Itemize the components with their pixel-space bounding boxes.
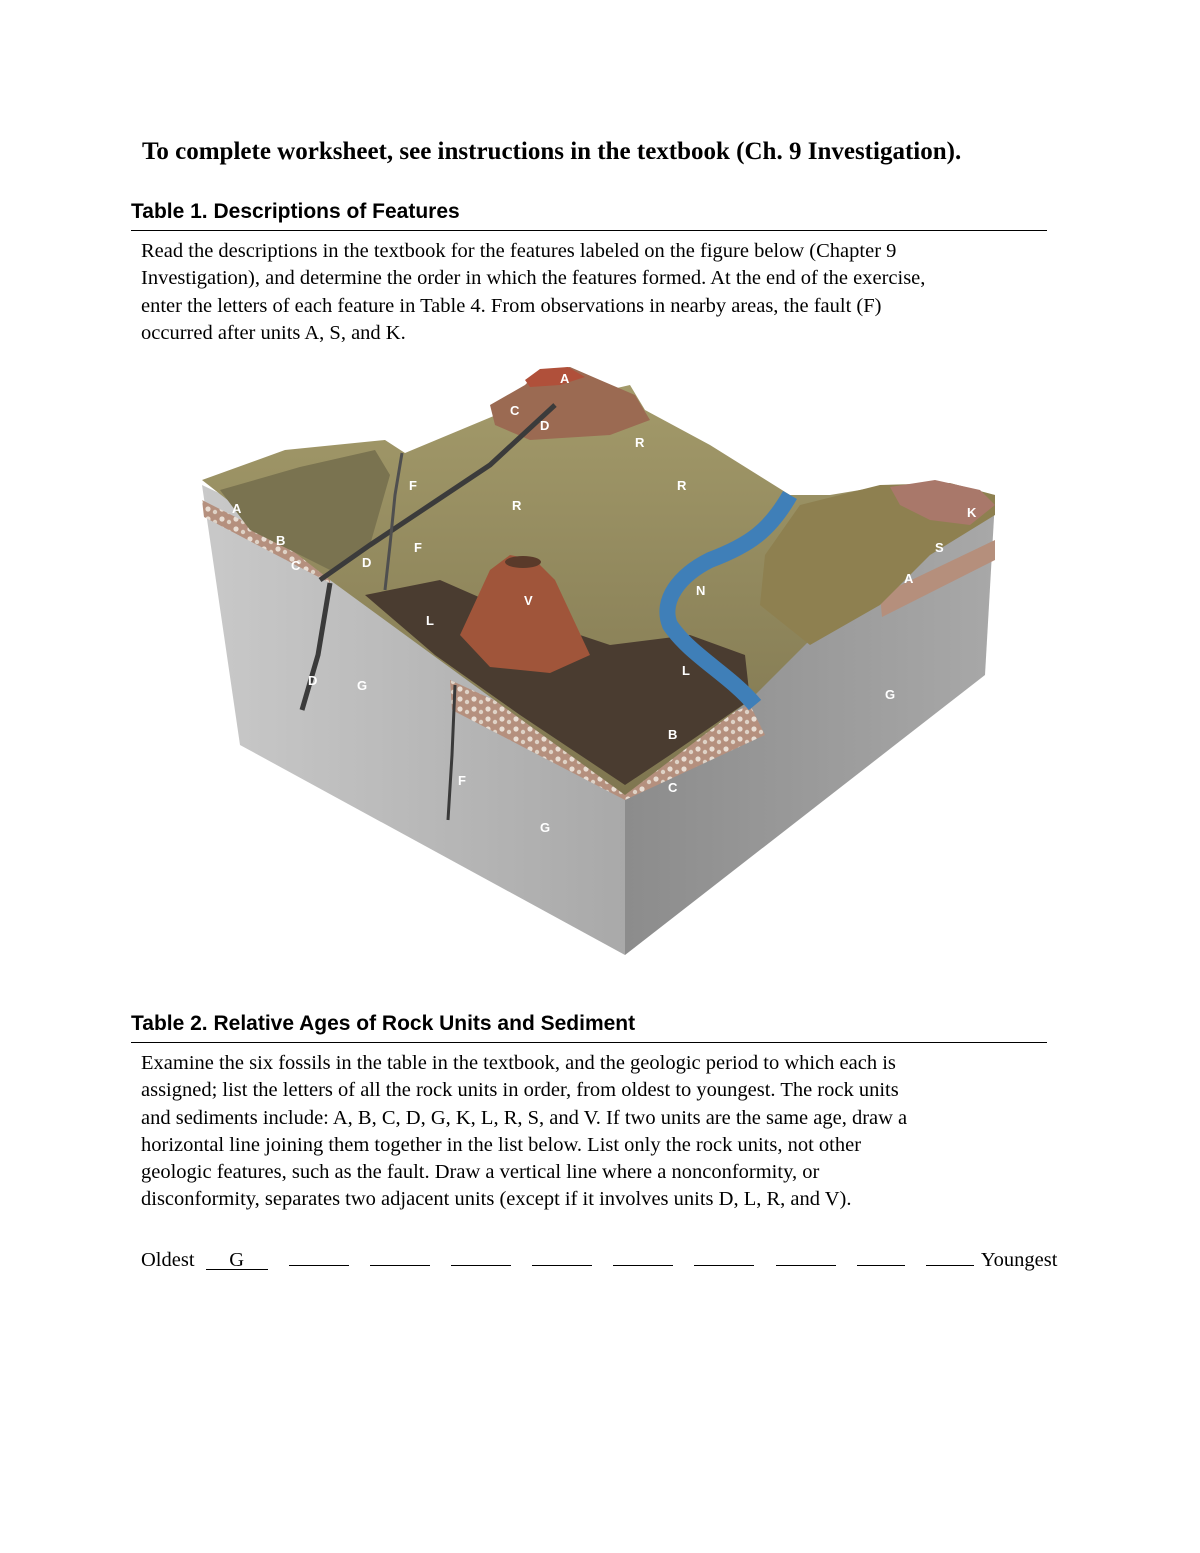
label-b-front: B [668, 727, 678, 742]
table1-description [141, 238, 1051, 347]
label-v-volcano: V [524, 593, 533, 608]
oldest-label: Oldest [141, 1249, 195, 1271]
label-g-right: G [885, 687, 896, 702]
worksheet-title: To complete worksheet, see instructions in the textbook (Ch. 9 Investigation). [142, 138, 962, 165]
answer-blank-4[interactable] [451, 1247, 511, 1266]
label-d-fault: D [308, 673, 318, 688]
label-b-left: B [276, 533, 286, 548]
table1-line: enter the letters of each feature in Table 4. From observations in nearby areas, the fault (F) [141, 294, 882, 317]
label-f-mid: F [414, 540, 422, 555]
label-g-front: G [540, 820, 551, 835]
table2-line: disconformity, separates two adjacent units (except if it involves units D, L, R, and V). [141, 1188, 852, 1211]
label-r-mid: R [677, 478, 687, 493]
label-r-top: R [635, 435, 645, 450]
label-r-center: R [512, 498, 522, 513]
answer-blank-10[interactable] [926, 1247, 974, 1266]
answer-blank-1[interactable]: G [206, 1251, 268, 1270]
table2-line: assigned; list the letters of all the rock units in order, from oldest to youngest. The rock units [141, 1079, 899, 1102]
label-k-right: K [967, 505, 977, 520]
table1-line: Read the descriptions in the textbook for the features labeled on the figure below (Chapter 9 [141, 240, 897, 262]
answer-blank-2[interactable] [289, 1247, 349, 1266]
table2-heading: Table 2. Relative Ages of Rock Units and Sediment [131, 1012, 636, 1035]
table2-line: Examine the six fossils in the table in the textbook, and the geologic period to which each is [141, 1052, 896, 1074]
answer-blank-8[interactable] [776, 1247, 836, 1266]
label-d-left: D [362, 555, 372, 570]
answer-blank-9[interactable] [857, 1247, 905, 1266]
table2-description [141, 1050, 1051, 1214]
table1-rule [131, 230, 1047, 231]
table2-rule [131, 1042, 1047, 1043]
table2-line: and sediments include: A, B, C, D, G, K, L, R, S, and V. If two units are the same age, draw a [141, 1106, 908, 1129]
label-a-right: A [904, 571, 914, 586]
label-f-front: F [458, 773, 466, 788]
table1-line: Investigation), and determine the order in which the features formed. At the end of the exercise, [141, 267, 926, 290]
table1-heading: Table 1. Descriptions of Features [131, 200, 460, 223]
volcano-crater [505, 556, 541, 568]
label-f-upper: F [409, 478, 417, 493]
youngest-label: Youngest [980, 1249, 1058, 1271]
label-d-top: D [540, 418, 550, 433]
age-order-row [141, 1247, 1057, 1272]
label-g-left: G [357, 678, 368, 693]
answer-blank-3[interactable] [370, 1247, 430, 1266]
table1-line: occurred after units A, S, and K. [141, 321, 406, 344]
label-a-left: A [232, 501, 242, 516]
label-n-river: N [696, 583, 706, 598]
label-l-left: L [426, 613, 434, 628]
table2-line: geologic features, such as the fault. Draw a vertical line where a nonconformity, or [141, 1161, 820, 1184]
label-a-top: A [560, 371, 570, 386]
label-c-left: C [291, 558, 301, 573]
label-s-right: S [935, 540, 944, 555]
answer-blank-5[interactable] [532, 1247, 592, 1266]
label-c-top: C [510, 403, 520, 418]
answer-blank-6[interactable] [613, 1247, 673, 1266]
label-l-right: L [682, 663, 690, 678]
answer-blank-7[interactable] [694, 1247, 754, 1266]
table2-line: horizontal line joining them together in the list below. List only the rock units, not other [141, 1133, 862, 1156]
label-c-front: C [668, 780, 678, 795]
geologic-block-diagram [190, 355, 1010, 965]
